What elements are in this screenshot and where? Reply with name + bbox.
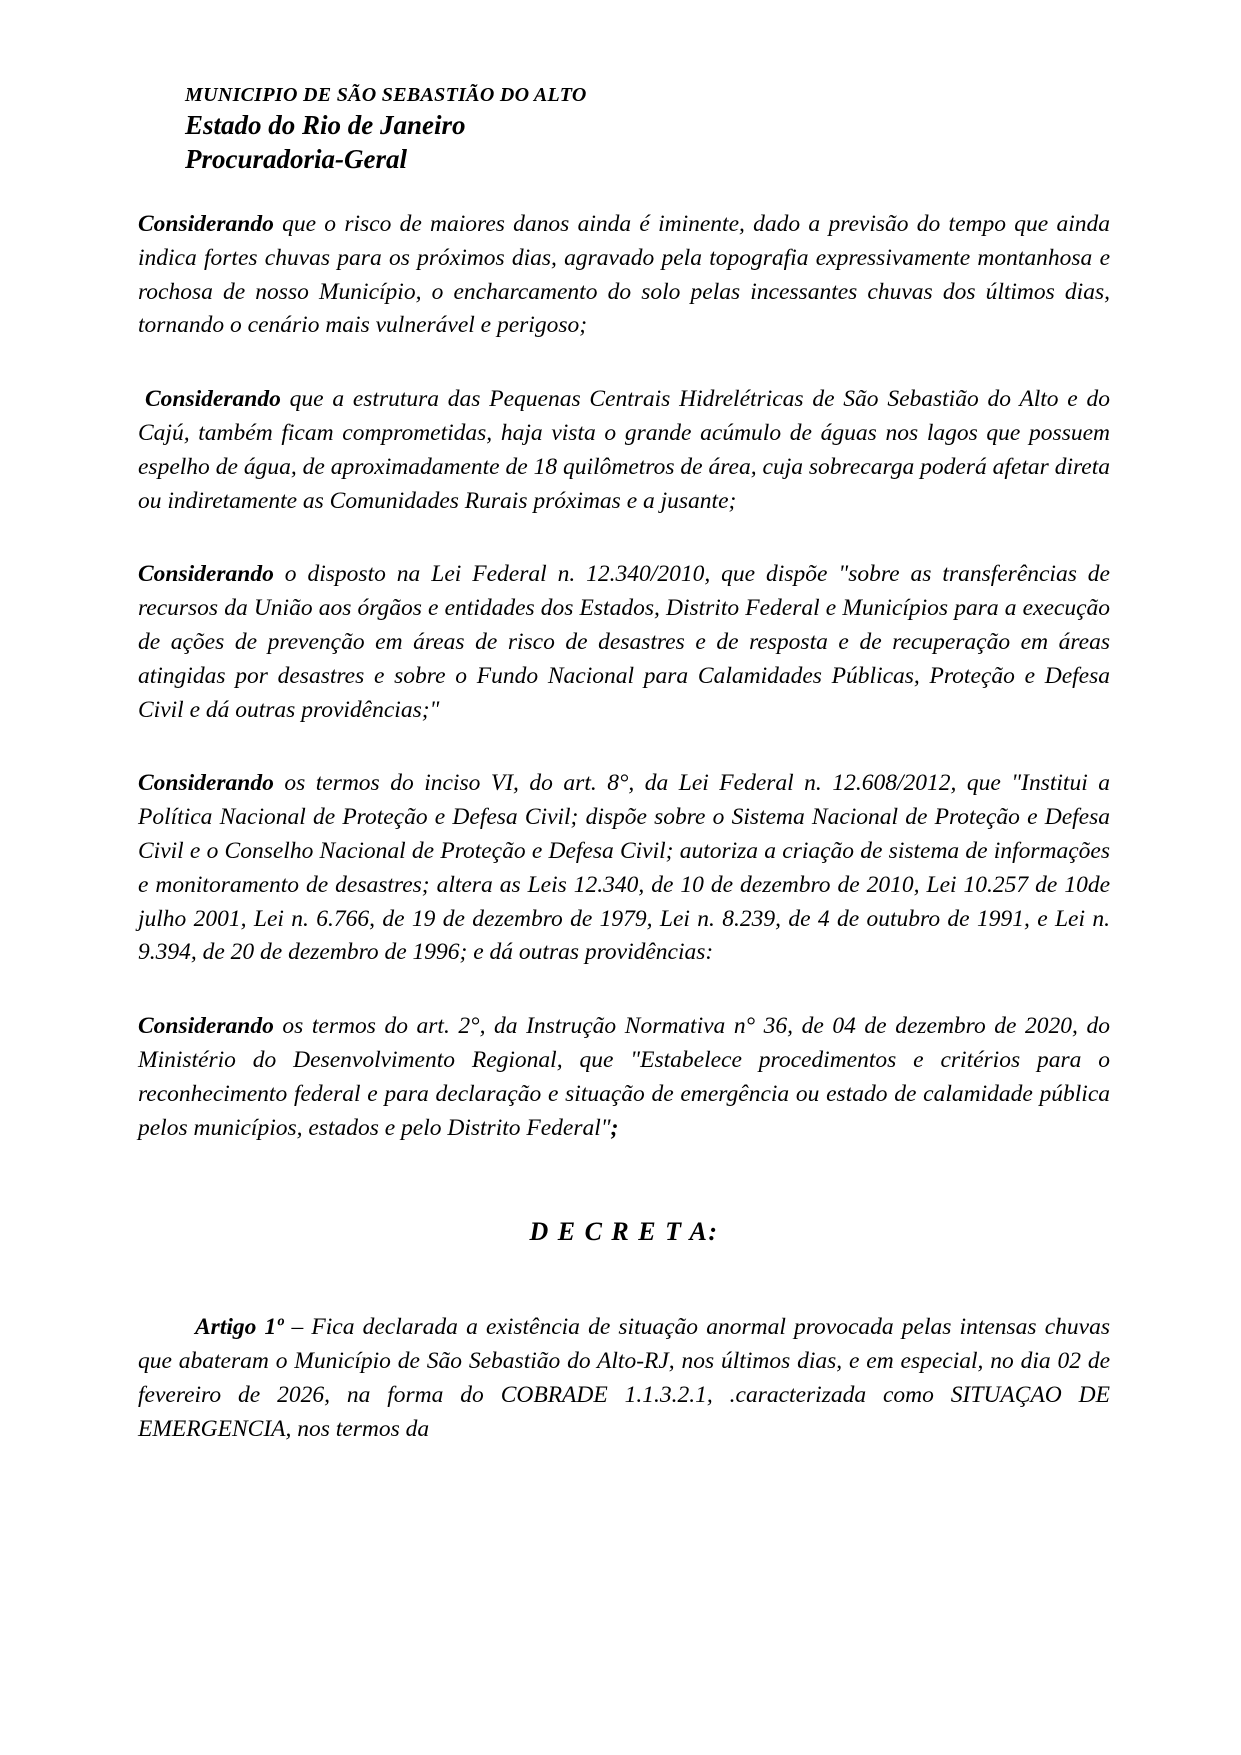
considerando-lead: Considerando — [138, 1013, 274, 1040]
paragraph-text: os termos do inciso VI, do art. 8°, da Lei Federal n. 12.608/2012, que "Institui a Política Nacional de Proteção e Defesa Civil; dispõe sobre o Sistema Nacional de Proteção e Defesa Civil e o Conselho Nacional de Proteção e Defesa Civil; autoriza a criação de sistema de informações e monitoramento de desastres; altera as Leis 12.340, de 10 de dezembro de 2010, Lei 10.257 de 10de julho 2001, Lei n. 6.766, de 19 de dezembro de 1979, Lei n. 8.239, de 4 de outubro de 1991, e Lei n. 9.394, de 20 de dezembro de 1996; e dá outras providências: — [138, 770, 1110, 966]
considerando-paragraph-4 — [138, 767, 1110, 970]
considerando-paragraph-3 — [138, 558, 1110, 727]
letterhead-state: Estado do Rio de Janeiro — [185, 110, 466, 140]
article-1-paragraph — [138, 1311, 1110, 1446]
paragraph-bold-semicolon: ; — [610, 1114, 619, 1141]
paragraph-text: que o risco de maiores danos ainda é iminente, dado a previsão do tempo que ainda indica fortes chuvas para os próximos dias, agravado pela topografia expressivamente montanhosa e rochosa de nosso Município, o encharcamento do solo pelas incessantes chuvas dos últimos dias, tornando o cenário mais vulnerável e perigoso; — [138, 211, 1110, 339]
article-1-lead: Artigo 1º — [195, 1314, 284, 1341]
considerando-paragraph-1 — [138, 208, 1110, 343]
document-body — [138, 208, 1110, 1447]
paragraph-text: que a estrutura das Pequenas Centrais Hidrelétricas de São Sebastião do Alto e do Cajú, também ficam comprometidas, haja vista o grande acúmulo de águas nos lagos que possuem espelho de água, de aproximadamente de 18 quilômetros de área, cuja sobrecarga poderá afetar direta ou indiretamente as Comunidades Rurais próximas e a jusante; — [138, 386, 1110, 514]
decreta-heading: D E C R E T A: — [529, 1217, 719, 1247]
considerando-lead: Considerando — [138, 211, 274, 237]
letterhead-office: Procuradoria-Geral — [185, 144, 407, 174]
considerando-lead: Considerando — [138, 770, 274, 797]
considerando-paragraph-2 — [138, 383, 1110, 518]
paragraph-text: os termos do art. 2°, da Instrução Normativa n° 36, de 04 de dezembro de 2020, do Ministério do Desenvolvimento Regional, que "Estabelece procedimentos e critérios para o reconhecimento federal e para declaração e situação de emergência ou estado de calamidade pública pelos municípios, estados e pelo Distrito Federal" — [138, 1013, 1110, 1141]
letterhead — [185, 82, 1110, 176]
considerando-paragraph-5 — [138, 1010, 1110, 1145]
article-1-text: – Fica declarada a existência de situação anormal provocada pelas intensas chuvas que abateram o Município de São Sebastião do Alto-RJ, nos últimos dias, e em especial, no dia 02 de fevereiro de 2026, na forma do COBRADE 1.1.3.2.1, .caracterizada como SITUAÇAO DE EMERGENCIA, nos termos da — [138, 1314, 1110, 1442]
considerando-lead: Considerando — [145, 386, 281, 413]
considerando-lead: Considerando — [138, 561, 274, 588]
paragraph-text: o disposto na Lei Federal n. 12.340/2010, que dispõe "sobre as transferências de recursos da União aos órgãos e entidades dos Estados, Distrito Federal e Municípios para a execução de ações de prevenção em áreas de risco de desastres e de resposta e de recuperação em áreas atingidas por desastres e sobre o Fundo Nacional para Calamidades Públicas, Proteção e Defesa Civil e dá outras providências;" — [138, 561, 1110, 723]
letterhead-municipality: MUNICIPIO DE SÃO SEBASTIÃO DO ALTO — [185, 84, 587, 106]
